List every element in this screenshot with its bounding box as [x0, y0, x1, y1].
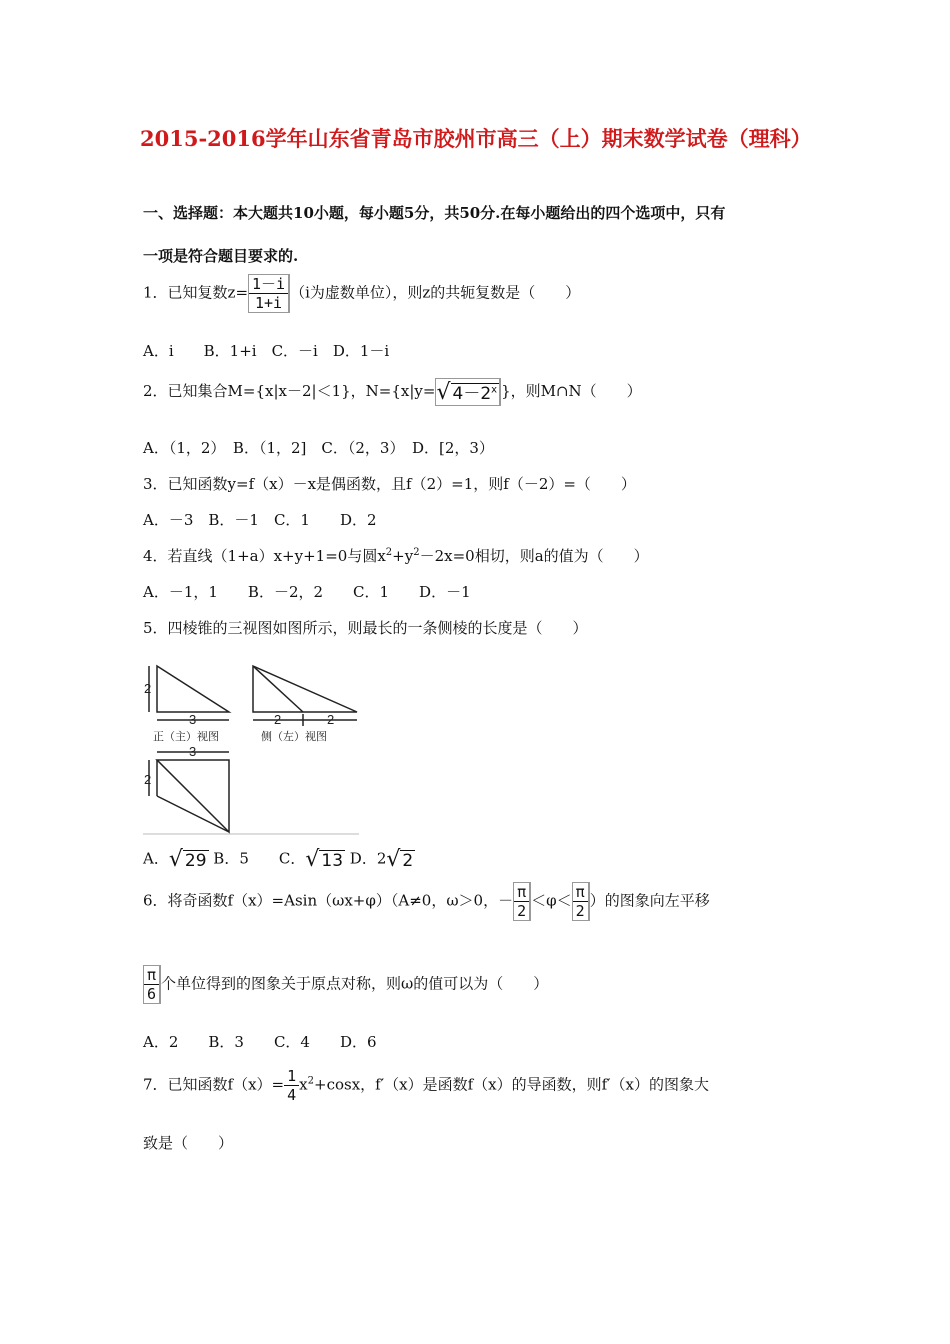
top-view-triangle	[157, 760, 229, 832]
question-2-options: A．（1，2） B．（1，2] C．（2，3） D．[2，3）	[143, 439, 494, 457]
top-height-label: 2	[144, 772, 152, 787]
question-3-options: A．－3 B．－1 C．1 D．2	[143, 511, 377, 529]
front-width-label: 3	[189, 712, 197, 727]
radical: √ 13	[305, 847, 344, 872]
fraction: $\frac{\pi}{2}$	[513, 882, 531, 921]
question-6: 6．将奇函数f（x）=Asin（ωx+φ）（A≠0，ω＞0，－ $\frac{\pi}{2}$ ＜φ＜ $\frac{\pi}{2}$ ）的图象向左平移	[143, 883, 710, 920]
question-5: 5．四棱锥的三视图如图所示，则最长的一条侧棱的长度是（ ）	[143, 619, 588, 637]
question-6-line2: $\frac{\pi}{6}$ 个单位得到的图象关于原点对称，则ω的值可以为（ ）	[143, 965, 548, 1004]
fraction: $\frac{\pi}{2}$	[572, 882, 590, 921]
front-view-triangle	[157, 666, 229, 712]
front-height-label: 2	[144, 681, 152, 696]
top-view-bottom-edge	[157, 796, 229, 832]
side-width-label-1: 2	[274, 712, 282, 727]
side-width-label-2: 2	[327, 712, 335, 727]
top-width-label: 3	[189, 744, 197, 759]
fraction: $\frac{1}{4}$	[284, 1067, 299, 1104]
question-7-line2: 致是（ ）	[143, 1134, 234, 1152]
question-3: 3．已知函数y=f（x）－x是偶函数，且f（2）=1，则f（－2）=（ ）	[143, 475, 636, 493]
question-1: 1．已知复数z= $\frac{1-i}{1+i}$ （i为虚数单位），则z的共轭复数是（ ）	[143, 275, 581, 312]
question-1-options: A．i B．1+i C．－i D．1－i	[143, 342, 390, 360]
question-6-options: A．2 B．3 C．4 D．6	[143, 1033, 377, 1051]
side-view-inner-edge	[253, 666, 303, 712]
question-5-options: A．√ 29 B．5 C．√ 13 D．2√ 2	[143, 847, 414, 872]
side-view-label: 侧（左）视图	[261, 731, 327, 743]
front-view-label: 正（主）视图	[153, 731, 219, 743]
question-4: 4．若直线（1+a）x+y+1=0与圆$x^2+y^2-2x=0$相切，则a的值为（ ）	[143, 547, 649, 565]
question-4-options: A．－1，1 B．－2，2 C．1 D．－1	[143, 583, 471, 601]
radical: √ $4-2^x$	[435, 378, 501, 406]
section-heading-line2: 一项是符合题目要求的.	[143, 247, 299, 265]
question-2: 2．已知集合M={x|x－2|＜1}，N={x|y=√ $4-2^x$ }，则M∩N（ ）	[143, 380, 642, 405]
three-view-figure	[143, 660, 363, 838]
fraction: $\frac{\pi}{6}$	[143, 965, 161, 1004]
exam-title: 2015-2016学年山东省青岛市胶州市高三（上）期末数学试卷（理科）	[140, 126, 812, 151]
radical: √ 29	[168, 847, 207, 872]
fraction: $\frac{1-i}{1+i}$	[248, 274, 290, 313]
question-7: 7．已知函数f（x）= $\frac{1}{4}$ $x^2+\cos x$，f′（x）是函数f（x）的导函数，则f′（x）的图象大	[143, 1067, 710, 1104]
side-view-triangle	[253, 666, 357, 712]
radical: √ 2	[386, 847, 414, 872]
section-heading-line1: 一、选择题：本大题共10小题，每小题5分，共50分.在每小题给出的四个选项中，只有	[143, 204, 726, 222]
